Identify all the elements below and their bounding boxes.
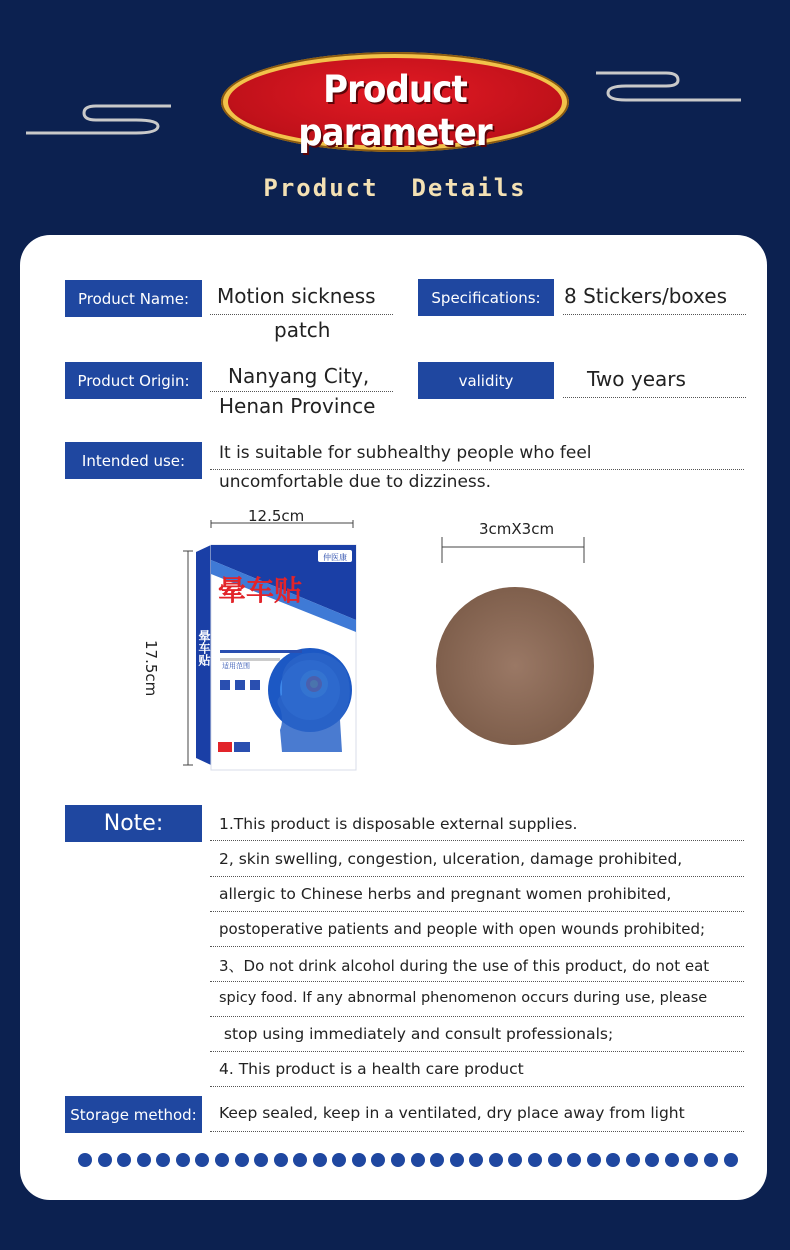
validity-label: validity bbox=[418, 362, 554, 399]
product-box-image bbox=[170, 520, 370, 775]
intended-use-label: Intended use: bbox=[65, 442, 202, 479]
page-subtitle: Product Details bbox=[263, 174, 527, 202]
validity-underline bbox=[563, 397, 746, 398]
swoosh-left-decoration bbox=[26, 100, 171, 136]
intended-use-value-line2: uncomfortable due to dizziness. bbox=[219, 472, 492, 492]
specifications-underline bbox=[563, 314, 746, 315]
note-line-7: stop using immediately and consult professionals; bbox=[219, 1025, 614, 1043]
patch-image bbox=[430, 535, 600, 750]
box-scope-text: 适用范围 bbox=[222, 662, 250, 670]
note-line-4: postoperative patients and people with open wounds prohibited; bbox=[219, 920, 706, 938]
note-underline-1 bbox=[210, 840, 744, 841]
note-line-8: 4. This product is a health care product bbox=[219, 1060, 524, 1078]
intended-use-underline bbox=[210, 469, 744, 470]
box-side-cn-text: 晕车贴 bbox=[197, 630, 211, 666]
note-underline-2 bbox=[210, 876, 744, 877]
note-underline-6 bbox=[210, 1016, 744, 1017]
note-underline-3 bbox=[210, 911, 744, 912]
note-line-5: 3、Do not drink alcohol during the use of this product, do not eat bbox=[219, 957, 710, 975]
product-origin-underline bbox=[210, 391, 393, 392]
note-line-6: spicy food. If any abnormal phenomenon occurs during use, please bbox=[219, 990, 708, 1006]
note-underline-8 bbox=[210, 1086, 744, 1087]
note-underline-7 bbox=[210, 1051, 744, 1052]
specifications-label: Specifications: bbox=[418, 279, 554, 316]
box-width-measure: 12.5cm bbox=[248, 507, 305, 525]
storage-underline bbox=[210, 1131, 744, 1132]
product-origin-value-line1: Nanyang City, bbox=[228, 364, 370, 388]
note-underline-5 bbox=[210, 981, 744, 982]
swoosh-right-decoration bbox=[596, 70, 741, 106]
storage-method-label: Storage method: bbox=[65, 1096, 202, 1133]
product-name-value-line1: Motion sickness bbox=[217, 284, 376, 308]
note-underline-4 bbox=[210, 946, 744, 947]
intended-use-value-line1: It is suitable for subhealthy people who feel bbox=[219, 443, 592, 463]
note-label: Note: bbox=[65, 805, 202, 842]
product-name-underline bbox=[210, 314, 393, 315]
storage-method-value: Keep sealed, keep in a ventilated, dry place away from light bbox=[219, 1104, 685, 1122]
page-title: Product parameter bbox=[298, 68, 492, 154]
product-name-label: Product Name: bbox=[65, 280, 202, 317]
specifications-value: 8 Stickers/boxes bbox=[564, 284, 727, 308]
note-line-1: 1.This product is disposable external supplies. bbox=[219, 815, 578, 833]
product-origin-label: Product Origin: bbox=[65, 362, 202, 399]
product-origin-value-line2: Henan Province bbox=[219, 394, 376, 418]
box-title-cn-text: 晕车贴 bbox=[218, 574, 303, 607]
note-line-2: 2, skin swelling, congestion, ulceration, damage prohibited, bbox=[219, 850, 683, 868]
patch-size-measure: 3cmX3cm bbox=[479, 520, 555, 538]
box-title-en-text: YUN CHE TIE bbox=[228, 609, 303, 620]
dot-divider bbox=[78, 1153, 738, 1169]
box-height-measure: 17.5cm bbox=[142, 640, 160, 697]
box-brand-text: 仲医康 bbox=[323, 553, 347, 562]
note-line-3: allergic to Chinese herbs and pregnant women prohibited, bbox=[219, 885, 672, 903]
product-name-value-line2: patch bbox=[274, 318, 331, 342]
validity-value: Two years bbox=[587, 367, 686, 391]
